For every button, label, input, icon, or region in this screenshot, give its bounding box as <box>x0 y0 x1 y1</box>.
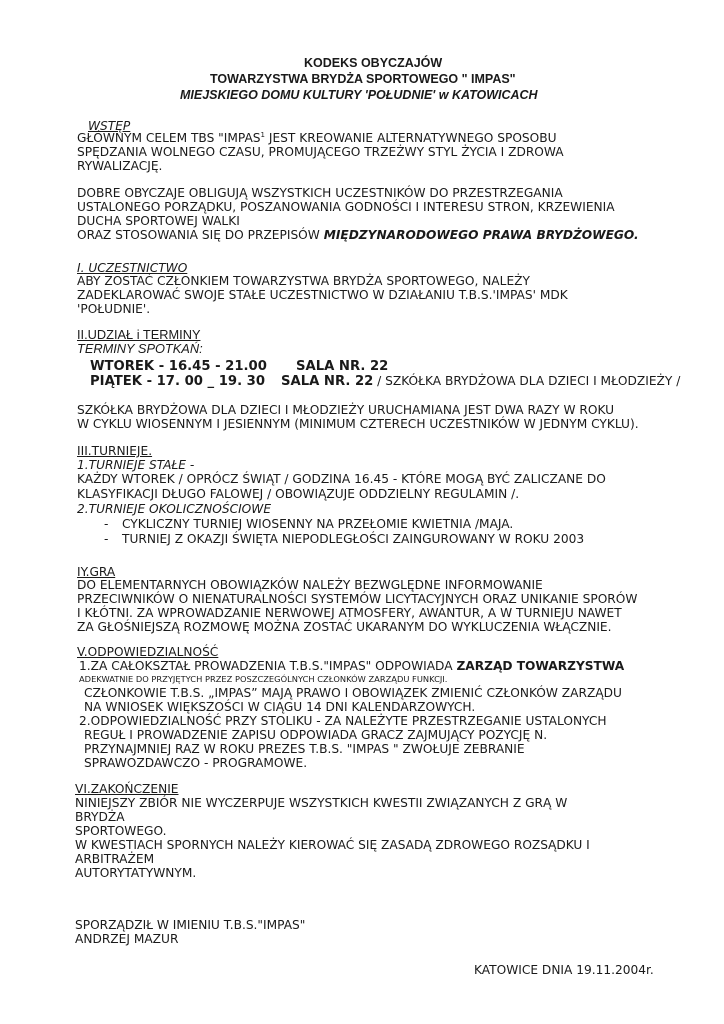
document-title: KODEKS OBYCZAJÓW <box>304 56 443 70</box>
zakonczenie-line: BRYDŻA <box>75 810 125 824</box>
wstep-paragraph-line: USTALONEGO PORZĄDKU, POSZANOWANIA GODNOŚCI I INTERESU STRON, KRZEWIENIA <box>77 200 615 214</box>
turnieje-subheading: 1.TURNIEJE STAŁE - <box>77 458 195 472</box>
odpowiedzialnosc-line: REGUŁ I PROWADZENIE ZAPISU ODPOWIADA GRACZ ZAJMUJĄCY POZYCJĘ N. <box>84 728 548 742</box>
signature-line: SPORZĄDZIŁ W IMIENIU T.B.S."IMPAS" <box>75 918 306 932</box>
wstep-paragraph-line: DUCHA SPORTOWEJ WALKI <box>77 214 240 228</box>
gra-line: DO ELEMENTARNYCH OBOWIĄZKÓW NALEŻY BEZWGLĘDNE INFORMOWANIE <box>77 578 543 592</box>
section-heading-wstep: WSTĘP <box>88 119 131 133</box>
uczestnictwo-line: ABY ZOSTAĆ CZŁONKIEM TOWARZYSTWA BRYDŻA SPORTOWEGO, NALEŻY <box>77 274 530 288</box>
document-date: KATOWICE DNIA 19.11.2004r. <box>474 963 654 977</box>
gra-line: I KŁÓTNI. ZA WPROWADZANIE NERWOWEJ ATMOSFERY, AWANTUR, A W TURNIEJU NAWET <box>77 606 622 620</box>
wstep-paragraph-line: GŁÓWNYM CELEM TBS "IMPAS$^1$ JEST KREOWANIE ALTERNATYWNEGO SPOSOBU <box>77 130 557 145</box>
wstep-paragraph-line: ORAZ STOSOWANIA SIĘ DO PRZEPISÓW MIĘDZYNARODOWEGO PRAWA BRYDŻOWEGO. <box>77 228 639 242</box>
section-heading-turnieje: III.TURNIEJE. <box>77 444 153 458</box>
udzial-paragraph-line: W CYKLU WIOSENNYM I JESIENNYM (MINIMUM CZTERECH UCZESTNIKÓW W JEDNYM CYKLU). <box>77 417 639 431</box>
bullet-marker: - <box>104 532 109 546</box>
section-heading-gra: IY.GRA <box>77 565 116 579</box>
signature-name: ANDRZEJ MAZUR <box>75 932 179 946</box>
uczestnictwo-line: ZADEKLAROWAĆ SWOJE STAŁE UCZESTNICTWO W DZIAŁANIU T.B.S.'IMPAS' MDK <box>77 288 568 302</box>
wstep-paragraph-line: SPĘDZANIA WOLNEGO CZASU, PROMUJĄCEGO TRZEŻWY STYL ŻYCIA I ZDROWA <box>77 145 564 159</box>
section-heading-zakonczenie: VI.ZAKOŃCZENIE <box>75 782 179 796</box>
odpowiedzialnosc-line: SPRAWOZDAWCZO - PROGRAMOWE. <box>84 756 308 770</box>
document-subtitle-venue: MIEJSKIEGO DOMU KULTURY 'POŁUDNIE' w KATOWICACH <box>180 88 538 102</box>
board-emphasis: ZARZĄD TOWARZYSTWA <box>456 659 625 673</box>
turnieje-bullet-item: CYKLICZNY TURNIEJ WIOSENNY NA PRZEŁOMIE KWIETNIA /MAJA. <box>122 517 514 531</box>
footnote-marker: 1 <box>260 130 266 139</box>
odpowiedzialnosc-line: 2.ODPOWIEDZIALNOŚĆ PRZY STOLIKU - ZA NALEŻYTE PRZESTRZEGANIE USTALONYCH <box>79 714 607 728</box>
terminy-subheading: TERMINY SPOTKAŃ: <box>77 341 203 356</box>
odpowiedzialnosc-line: CZŁONKOWIE T.B.S. „IMPAS” MAJĄ PRAWO I OBOWIĄZEK ZMIENIĆ CZŁONKÓW ZARZĄDU <box>84 686 622 700</box>
odpowiedzialnosc-line: NA WNIOSEK WIĘKSZOŚCI W CIĄGU 14 DNI KALENDARZOWYCH. <box>84 700 476 714</box>
section-heading-udzial: II.UDZIAŁ i TERMINY <box>77 327 201 342</box>
schedule-room-tuesday: SALA NR. 22 <box>296 359 389 374</box>
schedule-day-tuesday: WTOREK - 16.45 - 21.00 <box>90 359 267 374</box>
uczestnictwo-line: 'POŁUDNIE'. <box>77 302 151 316</box>
document-subtitle: TOWARZYSTWA BRYDŻA SPORTOWEGO " IMPAS" <box>210 72 516 86</box>
zakonczenie-line: SPORTOWEGO. <box>75 824 167 838</box>
turnieje-line: KAŻDY WTOREK / OPRÓCZ ŚWIĄT / GODZINA 16.45 - KTÓRE MOGĄ BYĆ ZALICZANE DO <box>77 472 606 486</box>
gra-line: ZA GŁOŚNIEJSZĄ ROZMOWĘ MOŻNA ZOSTAĆ UKARANYM DO WYKLUCZENIA WŁĄCZNIE. <box>77 620 612 634</box>
turnieje-line: KLASYFIKACJI DŁUGO FALOWEJ / OBOWIĄZUJE ODDZIELNY REGULAMIN /. <box>77 487 520 501</box>
section-heading-uczestnictwo: I. UCZESTNICTWO <box>77 261 188 275</box>
zakonczenie-line: NINIEJSZY ZBIÓR NIE WYCZERPUJE WSZYSTKICH KWESTII ZWIĄZANYCH Z GRĄ W <box>75 796 568 810</box>
turnieje-bullet-item: TURNIEJ Z OKAZJI ŚWIĘTA NIEPODLEGŁOŚCI ZAINGUROWANY W ROKU 2003 <box>122 532 585 546</box>
odpowiedzialnosc-line: PRZYNAJMNIEJ RAZ W ROKU PREZES T.B.S. "IMPAS " ZWOŁUJE ZEBRANIE <box>84 742 525 756</box>
schedule-room-friday: SALA NR. 22 / SZKÓŁKA BRYDŻOWA DLA DZIECI I MŁODZIEŻY / <box>281 374 681 389</box>
schedule-day-friday: PIĄTEK - 17. 00 _ 19. 30 <box>90 374 266 389</box>
turnieje-subheading: 2.TURNIEJE OKOLICZNOŚCIOWE <box>77 502 272 516</box>
odpowiedzialnosc-line: 1.ZA CAŁOKSZTAŁ PROWADZENIA T.B.S."IMPAS" ODPOWIADA ZARZĄD TOWARZYSTWA <box>79 659 625 673</box>
section-heading-odpowiedzialnosc: V.ODPOWIEDZIALNOŚĆ <box>77 645 219 659</box>
odpowiedzialnosc-small-note: ADEKWATNIE DO PRZYJĘTYCH PRZEZ POSZCZEGÓLNYCH CZŁONKÓW ZARZĄDU FUNKCJI. <box>79 674 448 684</box>
law-emphasis: MIĘDZYNARODOWEGO PRAWA BRYDŻOWEGO. <box>323 228 639 242</box>
zakonczenie-line: W KWESTIACH SPORNYCH NALEŻY KIEROWAĆ SIĘ ZASADĄ ZDROWEGO ROZSĄDKU I <box>75 838 590 852</box>
wstep-paragraph-line: DOBRE OBYCZAJE OBLIGUJĄ WSZYSTKICH UCZESTNIKÓW DO PRZESTRZEGANIA <box>77 186 563 200</box>
wstep-paragraph-line: RYWALIZACJĘ. <box>77 159 163 173</box>
zakonczenie-line: AUTORYTATYWNYM. <box>75 866 197 880</box>
bullet-marker: - <box>104 517 109 531</box>
zakonczenie-line: ARBITRAŻEM <box>75 852 155 866</box>
udzial-paragraph-line: SZKÓŁKA BRYDŻOWA DLA DZIECI I MŁODZIEŻY URUCHAMIANA JEST DWA RAZY W ROKU <box>77 403 615 417</box>
gra-line: PRZECIWNIKÓW O NIENATURALNOŚCI SYSTEMÓW LICYTACYJNYCH ORAZ UNIKANIE SPORÓW <box>77 592 638 606</box>
